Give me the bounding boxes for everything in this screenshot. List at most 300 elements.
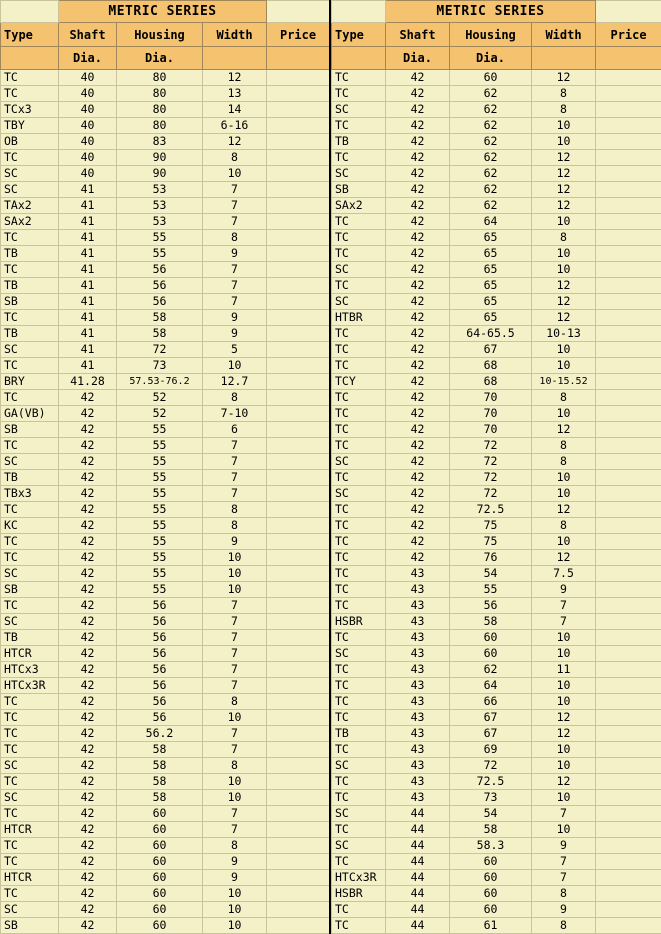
- cell-width: 10: [203, 710, 267, 726]
- cell-shaft-dia: 41: [59, 326, 117, 342]
- cell-price: [267, 278, 329, 294]
- cell-price: [267, 726, 329, 742]
- cell-housing-dia: 55: [117, 470, 203, 486]
- cell-width: 10: [203, 582, 267, 598]
- table-row: [1, 646, 330, 662]
- cell-type: TB: [1, 470, 59, 486]
- cell-width: 12: [532, 166, 596, 182]
- cell-price: [596, 870, 661, 886]
- cell-housing-dia: 55: [117, 486, 203, 502]
- cell-price: [267, 646, 329, 662]
- header-blank: [1, 1, 59, 23]
- cell-price: [267, 150, 329, 166]
- cell-housing-dia: 72.5: [450, 774, 532, 790]
- cell-shaft-dia: 42: [386, 182, 450, 198]
- table-row: [332, 630, 661, 646]
- col-shaft-dia: Dia.: [59, 47, 117, 70]
- cell-price: [596, 694, 661, 710]
- cell-price: [596, 854, 661, 870]
- col-price-sub: [267, 47, 329, 70]
- table-row: [332, 806, 661, 822]
- cell-type: SC: [332, 262, 386, 278]
- cell-housing-dia: 60: [117, 806, 203, 822]
- col-price: Price: [596, 23, 661, 47]
- cell-housing-dia: 76: [450, 550, 532, 566]
- cell-width: 9: [203, 854, 267, 870]
- table-row: [1, 854, 330, 870]
- cell-price: [596, 582, 661, 598]
- table-row: [332, 662, 661, 678]
- table-row: [1, 630, 330, 646]
- cell-type: TC: [332, 678, 386, 694]
- cell-price: [596, 758, 661, 774]
- cell-price: [267, 454, 329, 470]
- cell-shaft-dia: 43: [386, 630, 450, 646]
- cell-shaft-dia: 44: [386, 918, 450, 934]
- cell-shaft-dia: 42: [386, 358, 450, 374]
- cell-price: [267, 614, 329, 630]
- cell-price: [267, 550, 329, 566]
- cell-type: SB: [1, 422, 59, 438]
- table-row: [332, 822, 661, 838]
- cell-width: 10: [532, 134, 596, 150]
- cell-shaft-dia: 42: [386, 134, 450, 150]
- cell-shaft-dia: 42: [386, 118, 450, 134]
- cell-price: [596, 838, 661, 854]
- cell-shaft-dia: 42: [386, 86, 450, 102]
- cell-price: [267, 630, 329, 646]
- cell-housing-dia: 60: [450, 70, 532, 86]
- cell-shaft-dia: 42: [386, 262, 450, 278]
- cell-shaft-dia: 40: [59, 118, 117, 134]
- cell-price: [267, 310, 329, 326]
- cell-price: [267, 758, 329, 774]
- cell-width: 7: [203, 214, 267, 230]
- cell-type: SC: [1, 342, 59, 358]
- cell-width: 10: [203, 166, 267, 182]
- table-row: [1, 310, 330, 326]
- table-row: [1, 470, 330, 486]
- cell-type: TC: [1, 150, 59, 166]
- cell-type: TC: [332, 470, 386, 486]
- cell-price: [267, 374, 329, 390]
- cell-width: 12: [532, 150, 596, 166]
- table-row: [1, 246, 330, 262]
- cell-shaft-dia: 42: [59, 566, 117, 582]
- cell-price: [267, 294, 329, 310]
- table-row: [1, 278, 330, 294]
- cell-width: 7: [203, 630, 267, 646]
- cell-type: TC: [332, 566, 386, 582]
- table-row: [332, 454, 661, 470]
- cell-housing-dia: 60: [117, 838, 203, 854]
- cell-type: TC: [332, 70, 386, 86]
- cell-type: SC: [1, 454, 59, 470]
- cell-width: 7-10: [203, 406, 267, 422]
- cell-housing-dia: 56: [117, 614, 203, 630]
- cell-shaft-dia: 40: [59, 134, 117, 150]
- cell-price: [267, 566, 329, 582]
- cell-housing-dia: 60: [117, 902, 203, 918]
- cell-housing-dia: 72.5: [450, 502, 532, 518]
- cell-housing-dia: 54: [450, 806, 532, 822]
- cell-type: TC: [1, 838, 59, 854]
- cell-type: TC: [332, 598, 386, 614]
- table-row: [1, 454, 330, 470]
- cell-type: TC: [332, 918, 386, 934]
- cell-shaft-dia: 42: [59, 502, 117, 518]
- cell-shaft-dia: 42: [59, 438, 117, 454]
- cell-width: 12: [532, 294, 596, 310]
- cell-width: 12: [532, 726, 596, 742]
- cell-type: HTCR: [1, 822, 59, 838]
- cell-width: 10: [532, 790, 596, 806]
- cell-width: 12: [532, 550, 596, 566]
- cell-shaft-dia: 42: [386, 278, 450, 294]
- cell-housing-dia: 64-65.5: [450, 326, 532, 342]
- cell-housing-dia: 52: [117, 390, 203, 406]
- cell-type: TC: [332, 406, 386, 422]
- cell-housing-dia: 56: [117, 710, 203, 726]
- cell-housing-dia: 55: [117, 518, 203, 534]
- table-row: [332, 262, 661, 278]
- table-row: [332, 406, 661, 422]
- cell-housing-dia: 62: [450, 86, 532, 102]
- table-row: [1, 166, 330, 182]
- cell-width: 7: [203, 662, 267, 678]
- cell-type: TAx2: [1, 198, 59, 214]
- cell-shaft-dia: 42: [59, 422, 117, 438]
- cell-type: TBY: [1, 118, 59, 134]
- cell-type: TC: [332, 326, 386, 342]
- cell-type: TC: [1, 694, 59, 710]
- cell-shaft-dia: 42: [59, 486, 117, 502]
- cell-shaft-dia: 42: [59, 678, 117, 694]
- cell-housing-dia: 62: [450, 662, 532, 678]
- cell-price: [267, 182, 329, 198]
- table-row: [332, 598, 661, 614]
- cell-housing-dia: 55: [117, 502, 203, 518]
- cell-shaft-dia: 42: [59, 822, 117, 838]
- table-row: [332, 438, 661, 454]
- cell-price: [596, 710, 661, 726]
- cell-width: 9: [532, 838, 596, 854]
- cell-type: TC: [332, 150, 386, 166]
- table-row: [1, 406, 330, 422]
- cell-housing-dia: 58: [450, 614, 532, 630]
- cell-housing-dia: 62: [450, 166, 532, 182]
- table-row: [332, 102, 661, 118]
- cell-housing-dia: 55: [117, 438, 203, 454]
- cell-type: TC: [1, 262, 59, 278]
- cell-housing-dia: 54: [450, 566, 532, 582]
- cell-type: SB: [332, 182, 386, 198]
- cell-type: SC: [1, 614, 59, 630]
- cell-housing-dia: 65: [450, 278, 532, 294]
- cell-type: TB: [1, 246, 59, 262]
- cell-housing-dia: 58: [117, 790, 203, 806]
- table-row: [1, 182, 330, 198]
- cell-width: 8: [203, 150, 267, 166]
- cell-price: [596, 438, 661, 454]
- cell-price: [267, 582, 329, 598]
- cell-type: TC: [332, 390, 386, 406]
- table-row: [1, 806, 330, 822]
- cell-price: [267, 534, 329, 550]
- cell-width: 7: [203, 182, 267, 198]
- cell-shaft-dia: 42: [59, 710, 117, 726]
- table-row: [1, 918, 330, 934]
- cell-type: TC: [332, 118, 386, 134]
- table-row: [332, 838, 661, 854]
- cell-shaft-dia: 43: [386, 646, 450, 662]
- cell-width: 7: [203, 438, 267, 454]
- cell-shaft-dia: 42: [59, 390, 117, 406]
- cell-housing-dia: 61: [450, 918, 532, 934]
- cell-width: 10-13: [532, 326, 596, 342]
- cell-housing-dia: 72: [450, 758, 532, 774]
- cell-width: 10: [532, 406, 596, 422]
- cell-type: TC: [1, 310, 59, 326]
- cell-price: [267, 710, 329, 726]
- table-row: [1, 118, 330, 134]
- cell-housing-dia: 66: [450, 694, 532, 710]
- table-row: [1, 758, 330, 774]
- table-row: [1, 598, 330, 614]
- cell-shaft-dia: 41.28: [59, 374, 117, 390]
- table-row: [332, 246, 661, 262]
- table-row: [332, 918, 661, 934]
- cell-price: [596, 598, 661, 614]
- cell-shaft-dia: 43: [386, 710, 450, 726]
- table-row: [1, 710, 330, 726]
- cell-price: [596, 742, 661, 758]
- cell-type: TC: [332, 422, 386, 438]
- cell-shaft-dia: 42: [386, 502, 450, 518]
- cell-price: [267, 422, 329, 438]
- cell-housing-dia: 60: [117, 854, 203, 870]
- cell-housing-dia: 53: [117, 182, 203, 198]
- table-row: [1, 150, 330, 166]
- table-row: [332, 310, 661, 326]
- cell-price: [267, 822, 329, 838]
- table-row: [1, 486, 330, 502]
- cell-type: TCY: [332, 374, 386, 390]
- table-row: [1, 662, 330, 678]
- cell-type: SC: [1, 566, 59, 582]
- cell-type: SC: [332, 454, 386, 470]
- cell-shaft-dia: 42: [59, 454, 117, 470]
- table-row: [332, 726, 661, 742]
- cell-shaft-dia: 42: [386, 102, 450, 118]
- cell-price: [267, 198, 329, 214]
- cell-shaft-dia: 42: [59, 726, 117, 742]
- cell-width: 12: [532, 710, 596, 726]
- cell-width: 10: [532, 646, 596, 662]
- table-row: [1, 422, 330, 438]
- col-type-sub: [332, 47, 386, 70]
- header-blank: [332, 1, 386, 23]
- cell-width: 8: [203, 230, 267, 246]
- cell-width: 8: [532, 518, 596, 534]
- cell-width: 12: [532, 774, 596, 790]
- cell-shaft-dia: 44: [386, 822, 450, 838]
- cell-width: 13: [203, 86, 267, 102]
- cell-price: [267, 406, 329, 422]
- cell-price: [596, 166, 661, 182]
- cell-width: 12: [532, 198, 596, 214]
- cell-price: [596, 326, 661, 342]
- cell-shaft-dia: 44: [386, 870, 450, 886]
- cell-housing-dia: 60: [450, 870, 532, 886]
- cell-housing-dia: 62: [450, 102, 532, 118]
- cell-price: [596, 118, 661, 134]
- cell-price: [267, 774, 329, 790]
- cell-width: 10: [203, 566, 267, 582]
- cell-housing-dia: 60: [450, 902, 532, 918]
- cell-width: 9: [532, 582, 596, 598]
- cell-housing-dia: 56: [117, 678, 203, 694]
- cell-shaft-dia: 44: [386, 806, 450, 822]
- cell-housing-dia: 62: [450, 182, 532, 198]
- table-body-left: [1, 70, 330, 934]
- cell-shaft-dia: 40: [59, 150, 117, 166]
- table-row: [332, 182, 661, 198]
- table-row: [332, 534, 661, 550]
- cell-width: 8: [532, 86, 596, 102]
- cell-price: [596, 422, 661, 438]
- left-table-panel: [0, 0, 329, 934]
- cell-housing-dia: 90: [117, 166, 203, 182]
- cell-type: TC: [1, 502, 59, 518]
- cell-width: 10: [532, 214, 596, 230]
- series-title: METRIC SERIES: [386, 1, 596, 23]
- cell-width: 7: [532, 614, 596, 630]
- cell-shaft-dia: 42: [59, 582, 117, 598]
- cell-type: SC: [1, 758, 59, 774]
- table-row: [332, 278, 661, 294]
- cell-price: [596, 678, 661, 694]
- cell-width: 10: [203, 902, 267, 918]
- cell-width: 10: [532, 822, 596, 838]
- col-housing-dia: Dia.: [450, 47, 532, 70]
- cell-price: [596, 502, 661, 518]
- table-row: [332, 582, 661, 598]
- cell-housing-dia: 56: [117, 294, 203, 310]
- cell-price: [267, 214, 329, 230]
- cell-type: TC: [332, 710, 386, 726]
- cell-shaft-dia: 42: [386, 166, 450, 182]
- cell-shaft-dia: 42: [59, 758, 117, 774]
- cell-width: 10: [532, 758, 596, 774]
- cell-width: 7: [203, 646, 267, 662]
- cell-type: TC: [1, 886, 59, 902]
- cell-type: TC: [1, 534, 59, 550]
- table-row: [332, 374, 661, 390]
- cell-type: TC: [1, 806, 59, 822]
- cell-shaft-dia: 42: [386, 518, 450, 534]
- cell-housing-dia: 58: [117, 326, 203, 342]
- cell-price: [596, 646, 661, 662]
- cell-width: 10: [532, 534, 596, 550]
- cell-type: TC: [332, 662, 386, 678]
- cell-width: 7: [203, 198, 267, 214]
- cell-housing-dia: 55: [450, 582, 532, 598]
- cell-housing-dia: 72: [450, 486, 532, 502]
- cell-housing-dia: 58: [117, 774, 203, 790]
- cell-price: [267, 662, 329, 678]
- cell-width: 12: [203, 70, 267, 86]
- table-row: [332, 550, 661, 566]
- table-row: [1, 790, 330, 806]
- table-row: [332, 886, 661, 902]
- cell-housing-dia: 72: [450, 470, 532, 486]
- table-row: [1, 566, 330, 582]
- table-row: [332, 678, 661, 694]
- cell-width: 8: [203, 694, 267, 710]
- table-row: [1, 342, 330, 358]
- cell-width: 10: [532, 694, 596, 710]
- cell-housing-dia: 72: [117, 342, 203, 358]
- cell-type: TC: [332, 230, 386, 246]
- cell-housing-dia: 55: [117, 246, 203, 262]
- cell-price: [267, 870, 329, 886]
- cell-type: TC: [1, 598, 59, 614]
- cell-shaft-dia: 41: [59, 278, 117, 294]
- cell-shaft-dia: 41: [59, 262, 117, 278]
- cell-housing-dia: 53: [117, 214, 203, 230]
- table-row: [1, 262, 330, 278]
- cell-price: [596, 262, 661, 278]
- cell-type: SC: [1, 166, 59, 182]
- table-row: [332, 390, 661, 406]
- cell-width: 7: [203, 262, 267, 278]
- cell-housing-dia: 58: [117, 310, 203, 326]
- col-housing: Housing: [450, 23, 532, 47]
- cell-price: [596, 214, 661, 230]
- cell-price: [596, 102, 661, 118]
- cell-width: 8: [532, 230, 596, 246]
- table-row: [332, 134, 661, 150]
- table-row: [1, 358, 330, 374]
- cell-shaft-dia: 43: [386, 694, 450, 710]
- cell-type: BRY: [1, 374, 59, 390]
- cell-width: 7: [203, 454, 267, 470]
- cell-shaft-dia: 43: [386, 678, 450, 694]
- cell-width: 14: [203, 102, 267, 118]
- cell-type: TB: [332, 726, 386, 742]
- table-row: [1, 518, 330, 534]
- cell-shaft-dia: 42: [59, 646, 117, 662]
- metric-series-table-left: [0, 0, 329, 934]
- table-row: [1, 502, 330, 518]
- cell-shaft-dia: 42: [59, 470, 117, 486]
- cell-width: 12: [532, 182, 596, 198]
- cell-price: [267, 438, 329, 454]
- cell-width: 9: [203, 870, 267, 886]
- cell-housing-dia: 58.3: [450, 838, 532, 854]
- cell-shaft-dia: 42: [59, 854, 117, 870]
- cell-shaft-dia: 41: [59, 342, 117, 358]
- cell-type: TB: [1, 326, 59, 342]
- cell-type: TC: [332, 550, 386, 566]
- table-row: [1, 326, 330, 342]
- cell-type: SC: [1, 902, 59, 918]
- table-row: [1, 886, 330, 902]
- cell-shaft-dia: 44: [386, 902, 450, 918]
- cell-shaft-dia: 42: [59, 806, 117, 822]
- cell-housing-dia: 65: [450, 230, 532, 246]
